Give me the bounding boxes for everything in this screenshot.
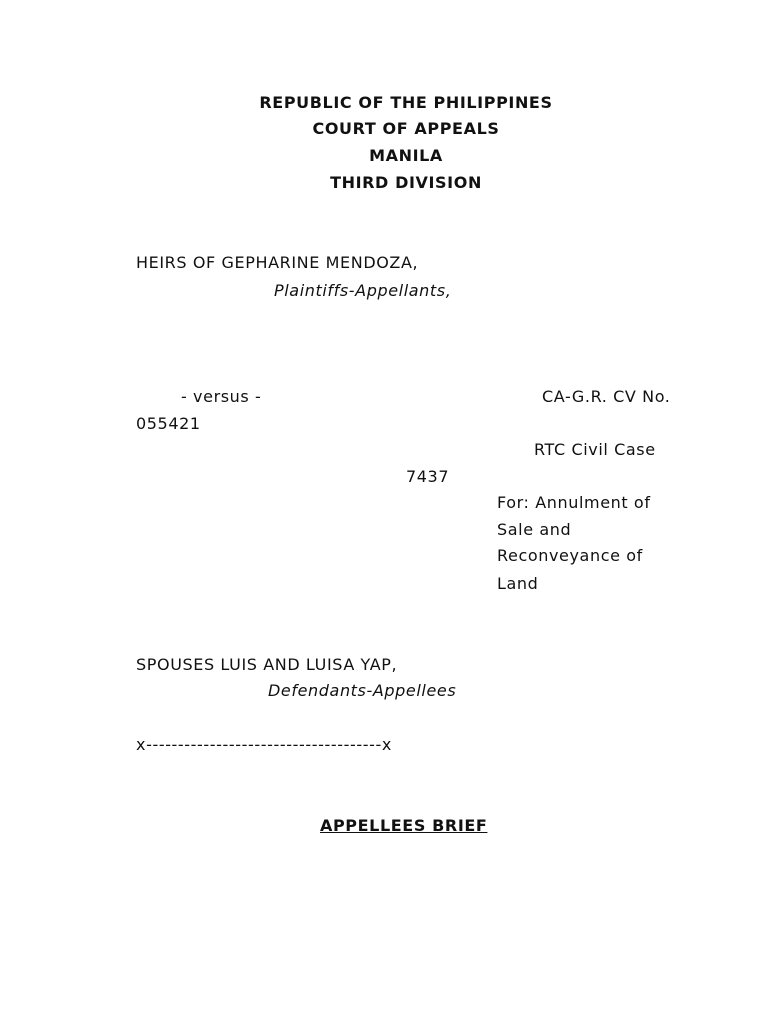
republic-heading: REPUBLIC OF THE PHILIPPINES: [259, 93, 553, 112]
division-heading: THIRD DIVISION: [330, 173, 482, 192]
caption-separator: x-------------------------------------x: [136, 735, 392, 754]
ca-case-label: CA-G.R. CV No.: [542, 387, 671, 406]
defendants-name: SPOUSES LUIS AND LUISA YAP,: [136, 655, 398, 674]
case-nature-line: Sale and: [497, 520, 572, 539]
versus-label: - versus -: [181, 387, 262, 406]
plaintiffs-name: HEIRS OF GEPHARINE MENDOZA,: [136, 253, 419, 272]
case-nature-line: For: Annulment of: [497, 493, 651, 512]
rtc-case-label: RTC Civil Case: [534, 440, 656, 459]
case-nature-line: Land: [497, 574, 539, 593]
case-nature-line: Reconveyance of: [497, 546, 643, 565]
court-heading: COURT OF APPEALS: [312, 119, 500, 138]
rtc-case-number: 7437: [406, 467, 450, 486]
defendants-role: Defendants-Appellees: [268, 681, 457, 700]
ca-case-number: 055421: [136, 414, 201, 433]
plaintiffs-role: Plaintiffs-Appellants,: [274, 281, 452, 300]
document-title: APPELLEES BRIEF: [320, 816, 488, 835]
city-heading: MANILA: [369, 146, 443, 165]
